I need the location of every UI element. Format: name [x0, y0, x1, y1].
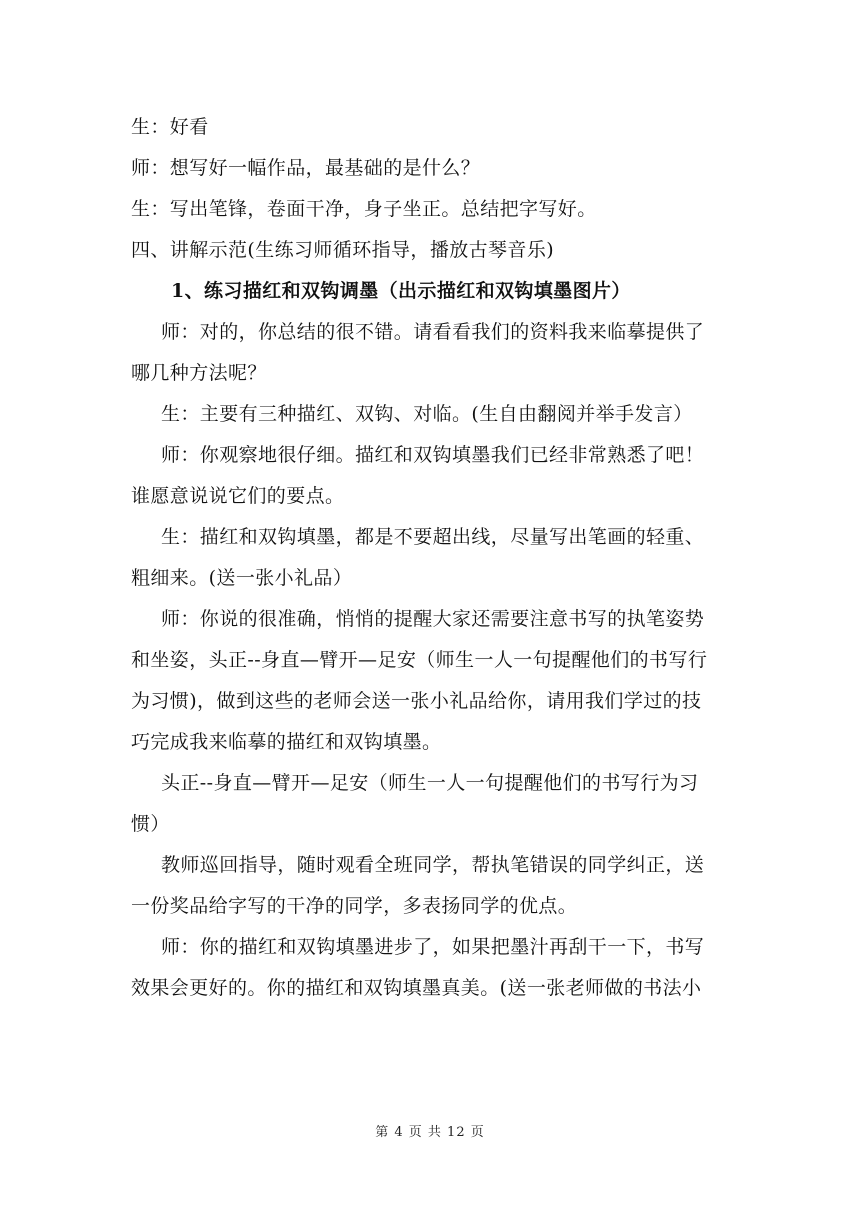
paragraph-line: 师：对的，你总结的很不错。请看看我们的资料我来临摹提供了	[161, 321, 705, 343]
paragraph-line: 生：写出笔锋，卷面干净，身子坐正。总结把字写好。	[131, 198, 597, 220]
paragraph-line: 惯）	[131, 813, 170, 835]
paragraph-line: 师：你说的很准确，悄悄的提醒大家还需要注意书写的执笔姿势	[161, 608, 705, 630]
paragraph-line: 教师巡回指导，随时观看全班同学，帮执笔错误的同学纠正，送	[161, 854, 705, 876]
paragraph-line: 生：好看	[131, 116, 209, 138]
paragraph-line: 一份奖品给字写的干净的同学，多表扬同学的优点。	[131, 895, 578, 917]
section-heading: 四、讲解示范(生练习师循环指导，播放古琴音乐)	[131, 239, 555, 261]
paragraph-line: 生：描红和双钩填墨，都是不要超出线，尽量写出笔画的轻重、	[161, 526, 705, 548]
paragraph-line: 粗细来。(送一张小礼品）	[131, 567, 353, 589]
paragraph-line: 哪几种方法呢？	[131, 362, 267, 384]
paragraph-line: 师：你观察地很仔细。描红和双钩填墨我们已经非常熟悉了吧！	[161, 444, 705, 466]
paragraph-line: 为习惯)，做到这些的老师会送一张小礼品给你，请用我们学过的技	[131, 690, 702, 712]
paragraph-line: 师：想写好一幅作品，最基础的是什么？	[131, 157, 481, 179]
paragraph-line: 师：你的描红和双钩填墨进步了，如果把墨汁再刮干一下，书写	[161, 936, 705, 958]
paragraph-line: 效果会更好的。你的描红和双钩填墨真美。(送一张老师做的书法小	[131, 977, 702, 999]
subsection-heading: 1、练习描红和双钩调墨（出示描红和双钩填墨图片）	[171, 280, 631, 302]
paragraph-line: 巧完成我来临摹的描红和双钩填墨。	[131, 731, 442, 753]
document-body	[131, 107, 731, 1009]
paragraph-line: 生：主要有三种描红、双钩、对临。(生自由翻阅并举手发言）	[161, 403, 693, 425]
page-footer: 第 4 页 共 12 页	[375, 1125, 485, 1140]
paragraph-line: 和坐姿，头正--身直—臂开—足安（师生一人一句提醒他们的书写行	[131, 649, 708, 671]
paragraph-line: 谁愿意说说它们的要点。	[131, 485, 345, 507]
paragraph-line: 头正--身直—臂开—足安（师生一人一句提醒他们的书写行为习	[161, 772, 699, 794]
